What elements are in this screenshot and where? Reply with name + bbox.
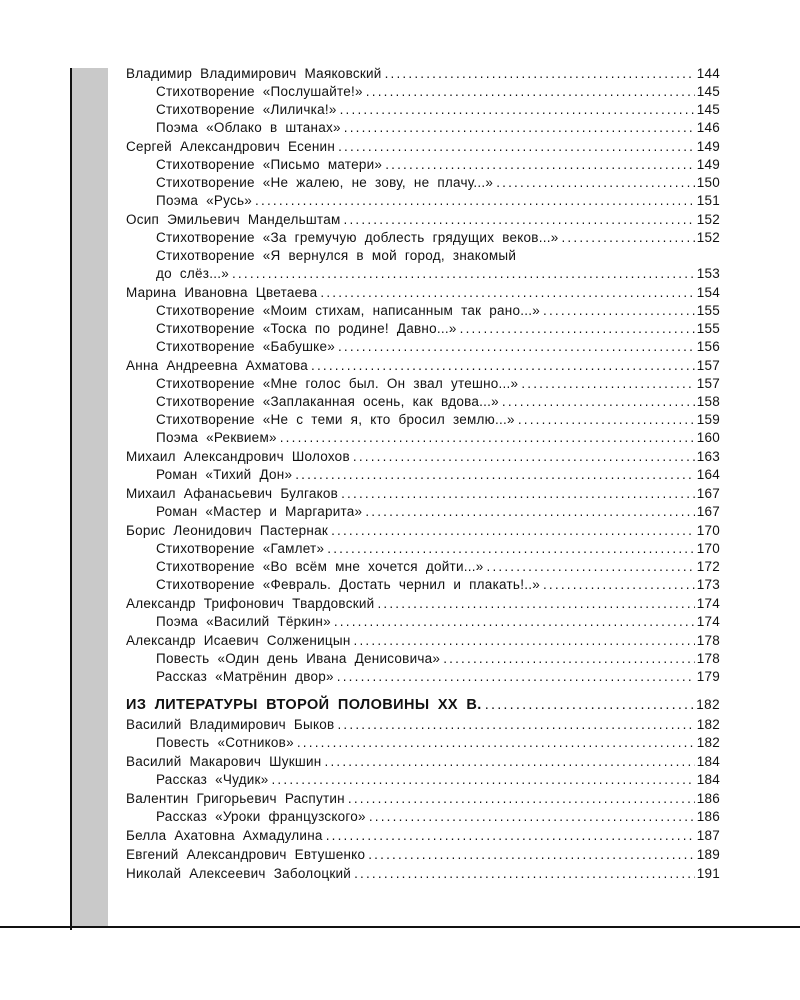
- toc-page-number: 174: [696, 596, 720, 611]
- toc-author-entry[interactable]: [126, 138, 720, 156]
- toc-entry-title: Стихотворение «Гамлет»: [156, 541, 325, 556]
- toc-work-entry[interactable]: [126, 576, 720, 594]
- toc-entry-title: Осип Эмильевич Мандельштам: [126, 212, 341, 227]
- dot-leader: [297, 734, 695, 752]
- toc-page-number: 182: [696, 735, 720, 750]
- toc-entry-title: Стихотворение «Послушайте!»: [156, 84, 363, 99]
- toc-author-entry[interactable]: [126, 632, 720, 650]
- toc-entry-line: Стихотворение «Я вернулся в мой город, знакомый: [156, 248, 517, 263]
- toc-entry-title: Сергей Александрович Есенин: [126, 139, 336, 154]
- toc-page-number: 191: [696, 866, 720, 881]
- toc-entry-title: Стихотворение «Во всём мне хочется дойти...»: [156, 559, 484, 574]
- toc-page-number: 159: [696, 412, 720, 427]
- toc-page-number: 184: [696, 754, 720, 769]
- toc-work-entry[interactable]: [126, 808, 720, 826]
- toc-author-entry[interactable]: [126, 865, 720, 883]
- dot-leader: [295, 466, 695, 484]
- dot-leader: [232, 265, 695, 283]
- toc-entry-title: Марина Ивановна Цветаева: [126, 285, 318, 300]
- toc-work-entry[interactable]: [126, 229, 720, 247]
- toc-entry-title: Стихотворение «За гремучую доблесть грядущих веков...»: [156, 230, 559, 245]
- toc-page-number: 151: [696, 193, 720, 208]
- toc-page-number: 157: [696, 376, 720, 391]
- toc-entry-title: Михаил Афанасьевич Булгаков: [126, 486, 339, 501]
- toc-entry-title: Василий Макарович Шукшин: [126, 754, 322, 769]
- dot-leader: [487, 558, 695, 576]
- toc-page-number: 174: [696, 614, 720, 629]
- toc-entry-title: Повесть «Один день Ивана Денисовича»: [156, 651, 441, 666]
- dot-leader: [338, 138, 695, 156]
- dot-leader: [331, 522, 695, 540]
- toc-work-entry[interactable]: [126, 466, 720, 484]
- dot-leader: [496, 174, 695, 192]
- toc-page-number: 152: [696, 230, 720, 245]
- toc-entry-title: Рассказ «Чудик»: [156, 772, 269, 787]
- toc-work-entry[interactable]: [126, 650, 720, 668]
- toc-entry-title: Анна Андреевна Ахматова: [126, 358, 308, 373]
- toc-work-entry[interactable]: [126, 613, 720, 631]
- toc-page-number: 170: [696, 541, 720, 556]
- toc-work-entry[interactable]: [126, 156, 720, 174]
- toc-page-number: 178: [696, 633, 720, 648]
- toc-work-entry[interactable]: [126, 503, 720, 521]
- toc-entry-title: Владимир Владимирович Маяковский: [126, 66, 382, 81]
- toc-page-number: 156: [696, 339, 720, 354]
- toc-work-entry[interactable]: [126, 668, 720, 686]
- toc-page-number: 153: [696, 266, 720, 281]
- toc-page-number: 160: [696, 430, 720, 445]
- toc-work-entry[interactable]: [126, 558, 720, 576]
- toc-author-entry[interactable]: [126, 790, 720, 808]
- toc-entry-title: ИЗ ЛИТЕРАТУРЫ ВТОРОЙ ПОЛОВИНЫ XX В.: [126, 697, 482, 713]
- dot-leader: [485, 696, 695, 714]
- dot-leader: [344, 119, 695, 137]
- toc-page-number: 189: [696, 847, 720, 862]
- toc-work-entry[interactable]: [126, 411, 720, 429]
- toc-work-entry[interactable]: [126, 429, 720, 447]
- dot-leader: [340, 101, 695, 119]
- toc-entry-title: Рассказ «Уроки французского»: [156, 809, 366, 824]
- dot-leader: [368, 846, 694, 864]
- toc-page-number: 167: [696, 486, 720, 501]
- margin-gray-band: [72, 68, 108, 926]
- toc-work-entry[interactable]: [126, 375, 720, 393]
- toc-page-number: 172: [696, 559, 720, 574]
- dot-leader: [327, 540, 694, 558]
- toc-work-entry[interactable]: [126, 101, 720, 119]
- toc-page-number: 173: [696, 577, 720, 592]
- toc-entry-title: Повесть «Сотников»: [156, 735, 294, 750]
- dot-leader: [344, 211, 695, 229]
- toc-author-entry[interactable]: [126, 485, 720, 503]
- dot-leader: [338, 338, 695, 356]
- toc-work-entry[interactable]: [126, 192, 720, 210]
- dot-leader: [326, 827, 695, 845]
- toc-page-number: 167: [696, 504, 720, 519]
- toc-entry-title: Борис Леонидович Пастернак: [126, 523, 329, 538]
- toc-author-entry[interactable]: [126, 595, 720, 613]
- toc-entry-title: Николай Алексеевич Заболоцкий: [126, 866, 352, 881]
- toc-page-number: 164: [696, 467, 720, 482]
- toc-work-entry[interactable]: [126, 119, 720, 137]
- toc-entry-title: Александр Исаевич Солженицын: [126, 633, 351, 648]
- toc-page-number: 178: [696, 651, 720, 666]
- dot-leader: [280, 429, 695, 447]
- dot-leader: [337, 716, 694, 734]
- toc-work-entry[interactable]: [126, 393, 720, 411]
- dot-leader: [348, 790, 695, 808]
- toc-page-number: 187: [696, 828, 720, 843]
- toc-entry-title: Поэма «Василий Тёркин»: [156, 614, 331, 629]
- toc-page-number: 144: [696, 66, 720, 81]
- toc-page-number: 145: [696, 84, 720, 99]
- toc-entry-title: до слёз...»: [156, 266, 229, 281]
- toc-page-number: 154: [696, 285, 720, 300]
- toc-page-number: 155: [696, 303, 720, 318]
- toc-author-entry[interactable]: [126, 357, 720, 375]
- dot-leader: [377, 595, 694, 613]
- toc-entry-title: Валентин Григорьевич Распутин: [126, 791, 345, 806]
- dot-leader: [460, 320, 695, 338]
- toc-page-number: 158: [696, 394, 720, 409]
- toc-page-number: 184: [696, 772, 720, 787]
- toc-page-number: 182: [696, 717, 720, 732]
- toc-section-heading[interactable]: [126, 696, 720, 714]
- dot-leader: [320, 284, 694, 302]
- toc-entry-title: Михаил Александрович Шолохов: [126, 449, 350, 464]
- table-of-contents: [126, 64, 720, 883]
- toc-work-entry[interactable]: [126, 734, 720, 752]
- toc-work-entry[interactable]: [126, 540, 720, 558]
- toc-entry-title: Стихотворение «Заплаканная осень, как вдова...»: [156, 394, 499, 409]
- dot-leader: [385, 156, 695, 174]
- toc-entry-title: Поэма «Облако в штанах»: [156, 120, 341, 135]
- toc-work-entry[interactable]: [126, 83, 720, 101]
- toc-work-entry[interactable]: [126, 320, 720, 338]
- dot-leader: [521, 375, 694, 393]
- toc-entry-title: Стихотворение «Мне голос был. Он звал утешно...»: [156, 376, 519, 391]
- dot-leader: [366, 83, 695, 101]
- dot-leader: [354, 632, 695, 650]
- toc-entry-title: Рассказ «Матрёнин двор»: [156, 669, 334, 684]
- dot-leader: [341, 485, 695, 503]
- toc-page-number: 182: [696, 697, 720, 712]
- toc-author-entry[interactable]: [126, 284, 720, 302]
- toc-entry-title: Стихотворение «Письмо матери»: [156, 157, 383, 172]
- dot-leader: [354, 865, 695, 883]
- toc-author-entry[interactable]: [126, 522, 720, 540]
- dot-leader: [543, 302, 695, 320]
- toc-entry-title: Александр Трифонович Твардовский: [126, 596, 375, 611]
- toc-entry-title: Стихотворение «Лиличка!»: [156, 102, 337, 117]
- toc-page-number: 186: [696, 791, 720, 806]
- dot-leader: [369, 808, 695, 826]
- dot-leader: [502, 393, 695, 411]
- toc-page-number: 186: [696, 809, 720, 824]
- toc-entry-title: Стихотворение «Моим стихам, написанным так рано...»: [156, 303, 541, 318]
- toc-page-number: 146: [696, 120, 720, 135]
- dot-leader: [337, 668, 695, 686]
- toc-entry-title: Стихотворение «Февраль. Достать чернил и плакать!..»: [156, 577, 540, 592]
- toc-author-entry[interactable]: [126, 716, 720, 734]
- toc-page-number: 152: [696, 212, 720, 227]
- dot-leader: [365, 503, 694, 521]
- toc-page-number: 149: [696, 139, 720, 154]
- toc-page-number: 157: [696, 358, 720, 373]
- toc-page-number: 150: [696, 175, 720, 190]
- dot-leader: [271, 771, 694, 789]
- toc-author-entry[interactable]: [126, 211, 720, 229]
- dot-leader: [518, 411, 695, 429]
- dot-leader: [325, 753, 695, 771]
- dot-leader: [353, 448, 695, 466]
- toc-work-entry[interactable]: [126, 265, 720, 283]
- dot-leader: [543, 576, 695, 594]
- toc-entry-title: Стихотворение «Не с теми я, кто бросил землю...»: [156, 412, 515, 427]
- toc-entry-title: Евгений Александрович Евтушенко: [126, 847, 366, 862]
- toc-author-entry[interactable]: [126, 827, 720, 845]
- toc-entry-title: Стихотворение «Бабушке»: [156, 339, 335, 354]
- toc-page-number: 145: [696, 102, 720, 117]
- toc-work-entry[interactable]: [126, 302, 720, 320]
- toc-author-entry[interactable]: [126, 65, 720, 83]
- toc-page-number: 179: [696, 669, 720, 684]
- toc-entry-title: Белла Ахатовна Ахмадулина: [126, 828, 323, 843]
- toc-author-entry[interactable]: [126, 846, 720, 864]
- toc-page-number: 170: [696, 523, 720, 538]
- toc-page-number: 163: [696, 449, 720, 464]
- toc-author-entry[interactable]: [126, 448, 720, 466]
- toc-entry-title: Поэма «Русь»: [156, 193, 253, 208]
- toc-author-entry[interactable]: [126, 753, 720, 771]
- toc-page-number: 155: [696, 321, 720, 336]
- dot-leader: [561, 229, 694, 247]
- toc-work-entry[interactable]: [126, 771, 720, 789]
- toc-entry-title: Роман «Тихий Дон»: [156, 467, 293, 482]
- dot-leader: [311, 357, 695, 375]
- toc-page-number: 149: [696, 157, 720, 172]
- toc-entry-title: Поэма «Реквием»: [156, 430, 277, 445]
- dot-leader: [385, 65, 695, 83]
- toc-work-entry[interactable]: [126, 338, 720, 356]
- dot-leader: [443, 650, 695, 668]
- dot-leader: [255, 192, 695, 210]
- dot-leader: [334, 613, 695, 631]
- toc-entry-title: Роман «Мастер и Маргарита»: [156, 504, 363, 519]
- toc-work-entry[interactable]: [126, 174, 720, 192]
- toc-entry-title: Василий Владимирович Быков: [126, 717, 335, 732]
- bottom-rule: [0, 926, 800, 928]
- toc-entry-title: Стихотворение «Тоска по родине! Давно...»: [156, 321, 457, 336]
- toc-entry-title: Стихотворение «Не жалею, не зову, не плачу...»: [156, 175, 494, 190]
